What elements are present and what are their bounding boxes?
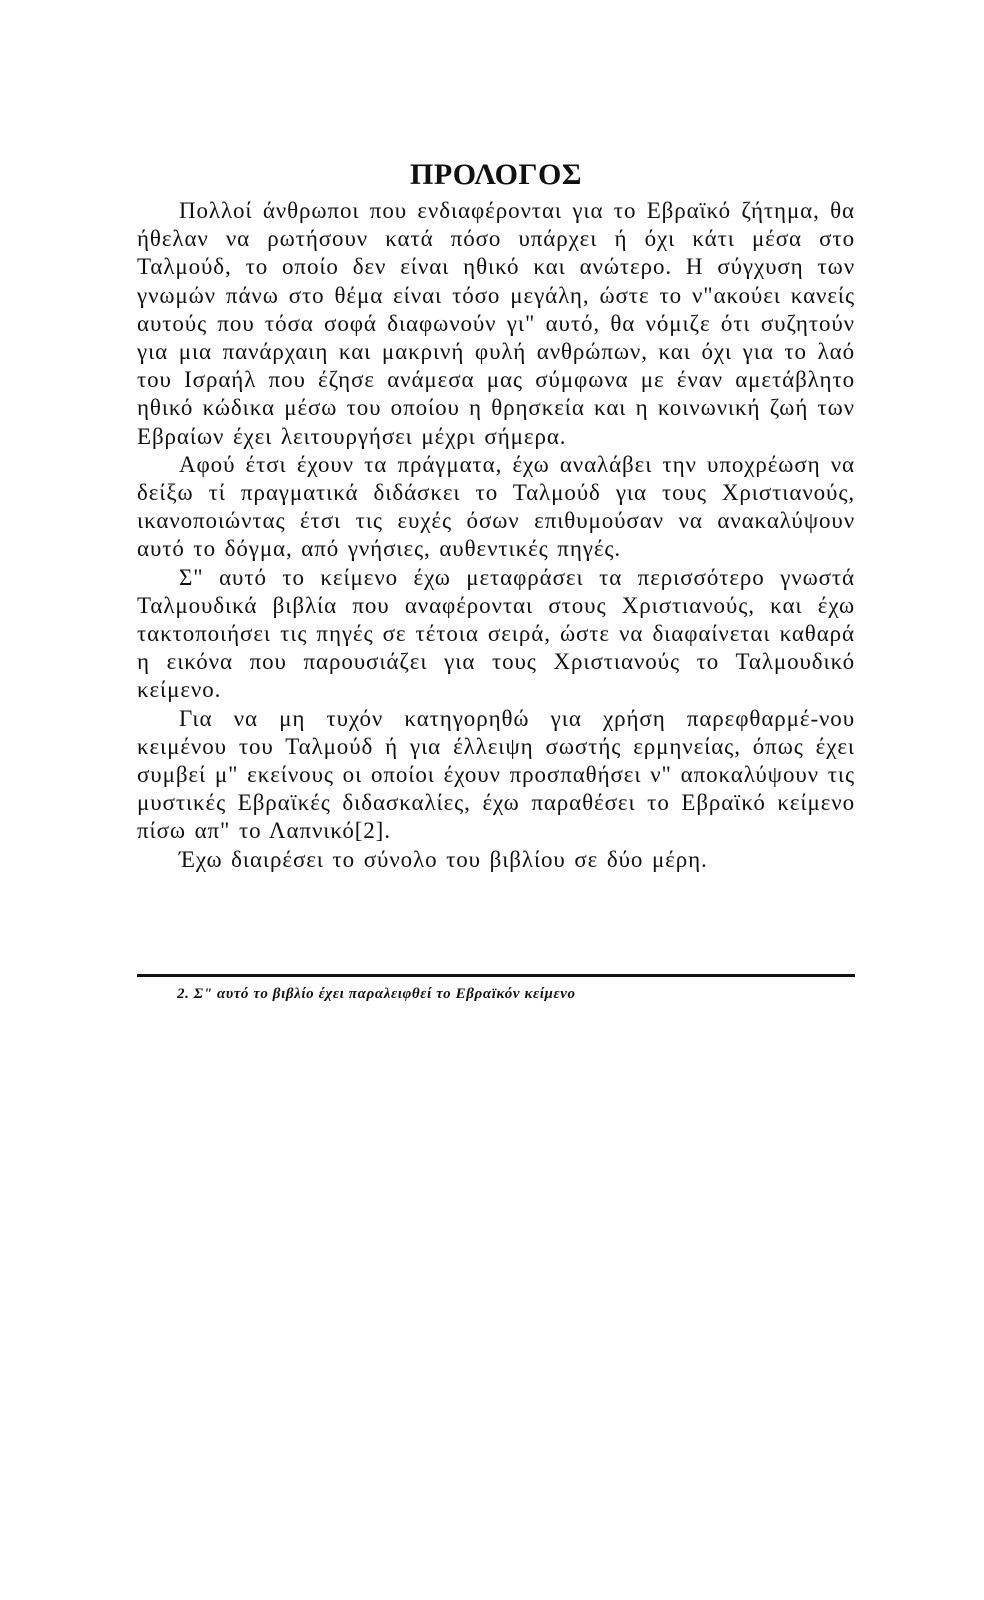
- paragraph-1: Πολλοί άνθρωποι που ενδιαφέρονται για το Εβραϊκό ζήτημα, θα ήθελαν να ρωτήσουν κατά πόσο υπάρχει ή όχι κάτι μέσα στο Ταλμούδ, το οποίο δεν είναι ηθικό και ανώτερο. Η σύγχυση των γνωμών πάνω στο θέμα είναι τόσο μεγάλη, ώστε το ν"ακούει κανείς αυτούς που τόσα σοφά διαφωνούν γι" αυτό, θα νόμιζε ότι συζητούν για μια πανάρχαιη και μακρινή φυλή ανθρώπων, και όχι για το λαό του Ισραήλ που έζησε ανάμεσα μας σύμφωνα με έναν αμετάβλητο ηθικό κώδικα μέσω του οποίου η θρησκεία και η κοινωνική ζωή των Εβραίων έχει λειτουργήσει μέχρι σήμερα.: [137, 198, 855, 449]
- paragraph-5: Έχω διαιρέσει το σύνολο του βιβλίου σε δύο μέρη.: [179, 846, 708, 872]
- document-body: [137, 155, 855, 874]
- paragraph-3: Σ" αυτό το κείμενο έχω μεταφράσει τα περισσότερο γνωστά Ταλμουδικά βιβλία που αναφέρονται στους Χριστιανούς, και έχω τακτοποιήσει τις πηγές σε τέτοια σειρά, ώστε να διαφαίνεται καθαρά η εικόνα που παρουσιάζει για τους Χριστιανούς το Ταλμουδικό κείμενο.: [137, 564, 855, 703]
- paragraph-4: Για να μη τυχόν κατηγορηθώ για χρήση παρεφθαρμέ-νου κειμένου του Ταλμούδ ή για έλλειψη σωστής ερμηνείας, όπως έχει συμβεί μ" εκείνους οι οποίοι έχουν προσπαθήσει ν" αποκαλύψουν τις μυστικές Εβραϊκές διδασκαλίες, έχω παραθέσει το Εβραϊκό κείμενο πίσω απ" το Λαπνικό[2].: [137, 705, 855, 844]
- page-title: ΠΡΟΛΟΓΟΣ: [410, 158, 582, 191]
- paragraph-2: Αφού έτσι έχουν τα πράγματα, έχω αναλάβει την υποχρέωση να δείξω τί πραγματικά διδάσκει το Ταλμούδ για τους Χριστιανούς, ικανοποιώντας έτσι τις ευχές όσων επιθυμούσαν να ανακαλύψουν αυτό το δόγμα, από γνήσιες, αυθεντικές πηγές.: [137, 451, 855, 562]
- footnote-divider: [137, 974, 855, 977]
- footnote: 2. Σ" αυτό το βιβλίο έχει παραλειφθεί το Εβραϊκόν κείμενο: [177, 986, 576, 1002]
